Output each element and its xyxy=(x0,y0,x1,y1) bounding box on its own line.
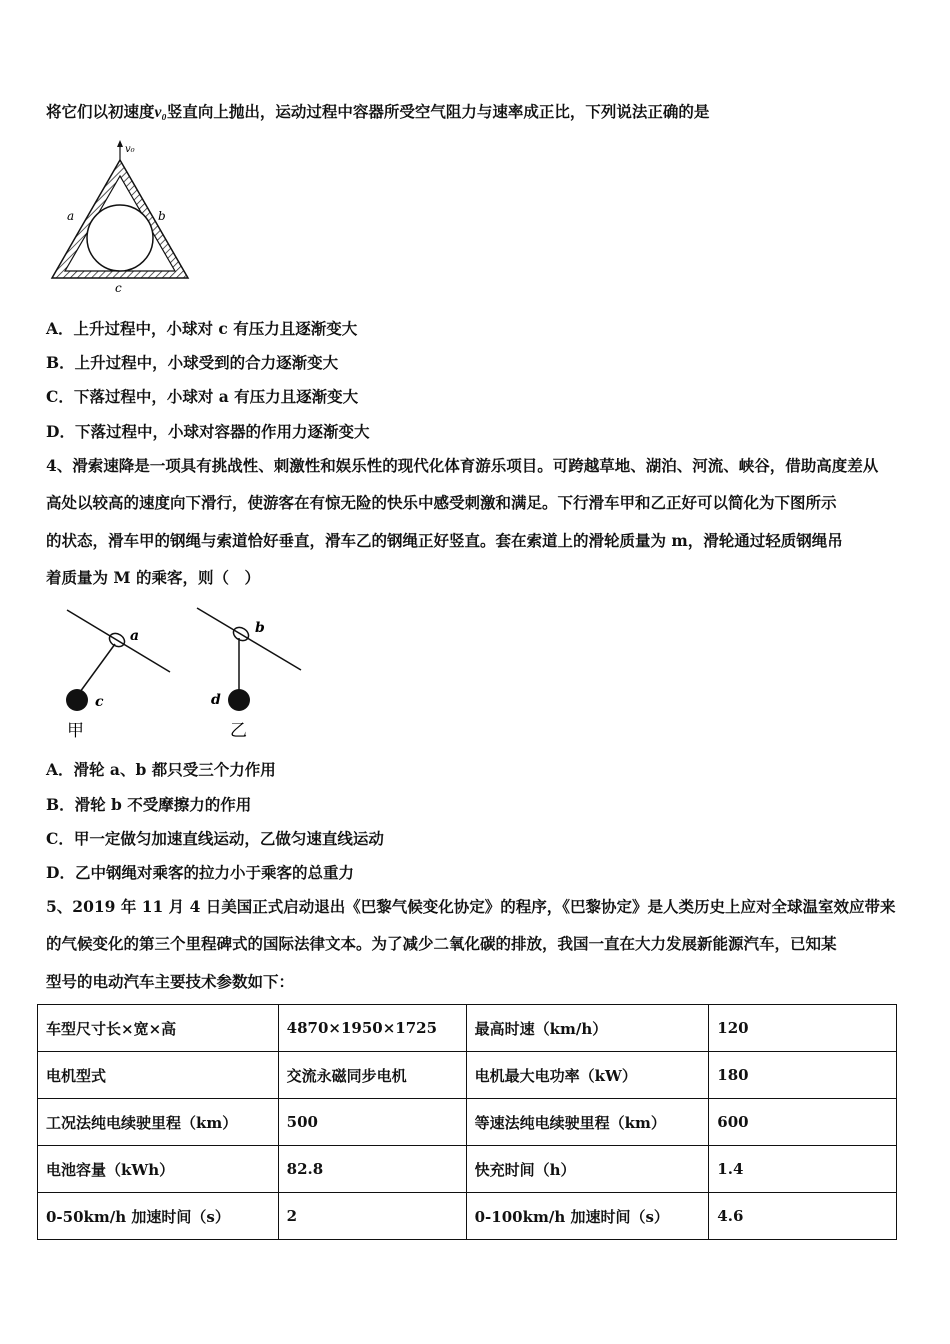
ev-spec-table xyxy=(37,1004,897,1240)
q3-option-a: A．上升过程中，小球对 c 有压力且逐渐变大 xyxy=(46,319,358,338)
pulley-b-label: b xyxy=(255,620,265,636)
triangle-container-figure xyxy=(45,140,215,300)
table-cell: 500 xyxy=(278,1099,466,1146)
table-row xyxy=(38,1099,897,1146)
side-a-label: a xyxy=(67,209,75,223)
table-cell: 电池容量（kWh） xyxy=(38,1146,279,1193)
q5-line: 的气候变化的第三个里程碑式的国际法律文本。为了减少二氧化碳的排放，我国一直在大力发展新能源汽车，已知某 xyxy=(46,934,837,953)
zipline-figure xyxy=(55,600,315,745)
table-cell: 600 xyxy=(709,1099,897,1146)
q4-line: 着质量为 M 的乘客，则（ ） xyxy=(46,568,260,587)
table-cell: 车型尺寸长×宽×高 xyxy=(38,1005,279,1052)
q3-option-b: B．上升过程中，小球受到的合力逐渐变大 xyxy=(46,353,339,372)
yi-label: 乙 xyxy=(230,721,247,741)
table-cell: 电机型式 xyxy=(38,1052,279,1099)
side-b-label: b xyxy=(158,209,166,223)
q4-option-d: D．乙中钢绳对乘客的拉力小于乘客的总重力 xyxy=(46,863,354,882)
table-cell: 82.8 xyxy=(278,1146,466,1193)
side-c-label: c xyxy=(115,281,122,295)
table-cell: 4870×1950×1725 xyxy=(278,1005,466,1052)
passenger-d-label: d xyxy=(211,692,221,708)
table-cell: 2 xyxy=(278,1193,466,1240)
table-row xyxy=(38,1193,897,1240)
q3-option-c: C．下落过程中，小球对 a 有压力且逐渐变大 xyxy=(46,387,359,406)
table-row xyxy=(38,1052,897,1099)
q4-option-b: B．滑轮 b 不受摩擦力的作用 xyxy=(46,795,252,814)
table-cell: 最高时速（km/h） xyxy=(466,1005,709,1052)
stem-text: 将它们以初速度 xyxy=(46,102,155,121)
table-cell: 4.6 xyxy=(709,1193,897,1240)
v0-symbol: v₀ xyxy=(154,104,167,121)
table-cell: 电机最大电功率（kW） xyxy=(466,1052,709,1099)
stem-text: 竖直向上抛出，运动过程中容器所受空气阻力与速率成正比，下列说法正确的是 xyxy=(166,102,710,121)
table-cell: 快充时间（h） xyxy=(466,1146,709,1193)
pulley-a-label: a xyxy=(130,628,140,644)
q4-line: 的状态，滑车甲的钢绳与索道恰好垂直，滑车乙的钢绳正好竖直。套在索道上的滑轮质量为 m，滑轮通过轻质钢绳吊 xyxy=(46,531,843,550)
table-cell: 0-100km/h 加速时间（s） xyxy=(466,1193,709,1240)
q4-option-a: A．滑轮 a、b 都只受三个力作用 xyxy=(46,760,276,779)
question-3-stem xyxy=(46,102,709,123)
q5-line: 5、2019 年 11 月 4 日美国正式启动退出《巴黎气候变化协定》的程序，《巴黎协定》是人类历史上应对全球温室效应带来 xyxy=(46,897,896,916)
table-cell: 1.4 xyxy=(709,1146,897,1193)
table-cell: 180 xyxy=(709,1052,897,1099)
jia-label: 甲 xyxy=(67,721,84,741)
q4-option-c: C．甲一定做匀加速直线运动，乙做匀速直线运动 xyxy=(46,829,384,848)
q4-line: 高处以较高的速度向下滑行，使游客在有惊无险的快乐中感受刺激和满足。下行滑车甲和乙正好可以简化为下图所示 xyxy=(46,493,837,512)
table-cell: 120 xyxy=(709,1005,897,1052)
q3-option-d: D．下落过程中，小球对容器的作用力逐渐变大 xyxy=(46,422,370,441)
v0-label: v₀ xyxy=(125,144,135,155)
table-row xyxy=(38,1146,897,1193)
table-cell: 0-50km/h 加速时间（s） xyxy=(38,1193,279,1240)
table-cell: 工况法纯电续驶里程（km） xyxy=(38,1099,279,1146)
table-cell: 等速法纯电续驶里程（km） xyxy=(466,1099,709,1146)
q4-line: 4、滑索速降是一项具有挑战性、刺激性和娱乐性的现代化体育游乐项目。可跨越草地、湖泊、河流、峡谷，借助高度差从 xyxy=(46,456,879,475)
table-cell: 交流永磁同步电机 xyxy=(278,1052,466,1099)
q5-line: 型号的电动汽车主要技术参数如下： xyxy=(46,972,295,991)
table-row xyxy=(38,1005,897,1052)
passenger-c-label: c xyxy=(95,694,104,710)
